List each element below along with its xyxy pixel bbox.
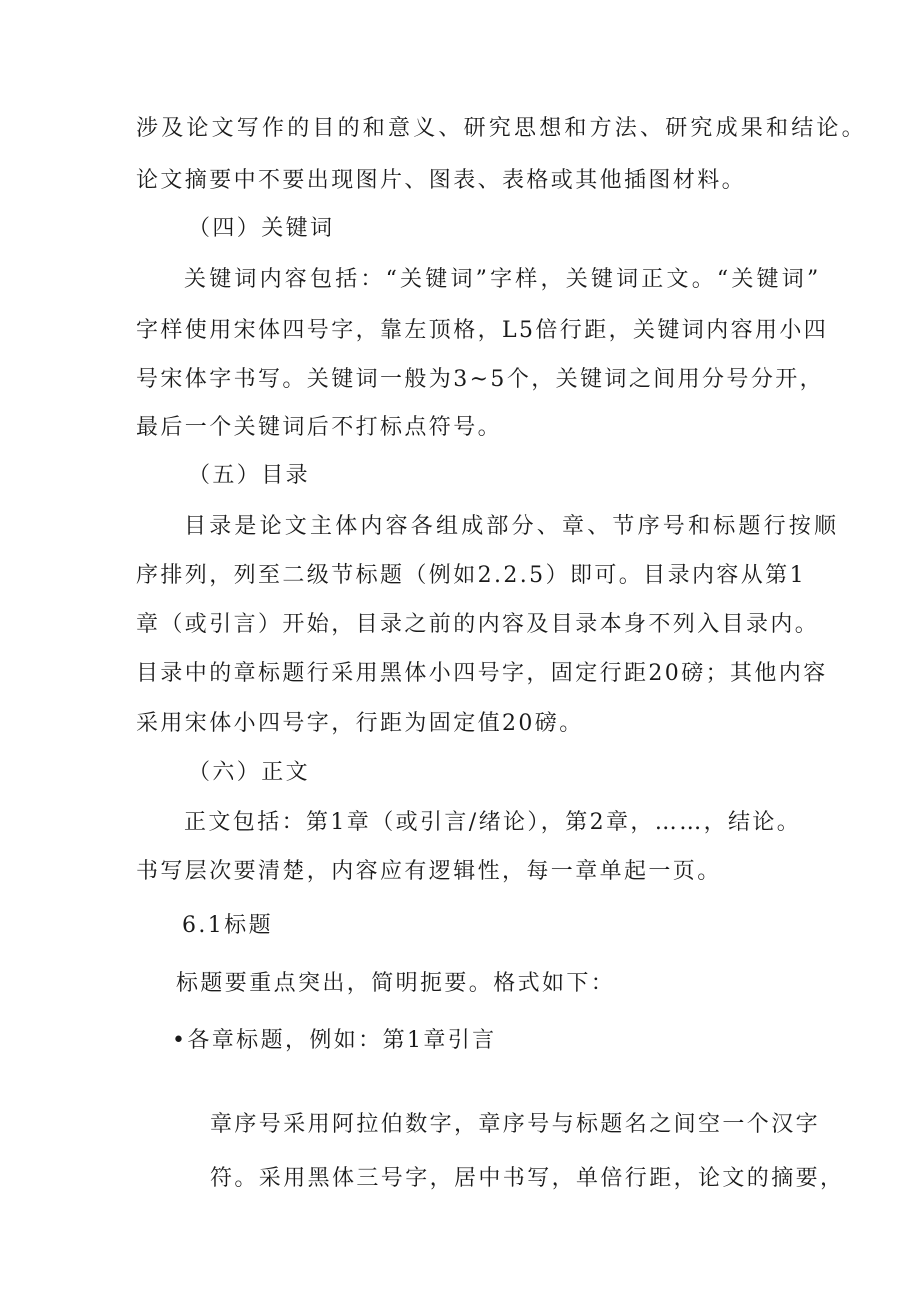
paragraph-line: 符。采用黑体三号字，居中书写，单倍行距，论文的摘要， bbox=[210, 1166, 845, 1191]
paragraph-line: 正文包括：第1章（或引言/绪论），第2章，……，结论。 bbox=[184, 810, 802, 835]
paragraph-line: 论文摘要中不要出现图片、图表、表格或其他插图材料。 bbox=[136, 168, 747, 193]
section-heading-body: （六）正文 bbox=[188, 760, 311, 785]
paragraph-line: 目录是论文主体内容各组成部分、章、节序号和标题行按顺 bbox=[184, 514, 840, 539]
section-heading-keywords: （四）关键词 bbox=[188, 216, 335, 241]
section-heading-toc: （五）目录 bbox=[188, 463, 311, 488]
paragraph-line: 书写层次要清楚，内容应有逻辑性，每一章单起一页。 bbox=[136, 859, 722, 884]
subsection-heading: 6.1标题 bbox=[182, 913, 273, 938]
paragraph-line: 序排列，列至二级节标题（例如2.2.5）即可。目录内容从第1 bbox=[136, 563, 806, 588]
bullet-item: •各章标题，例如：第1章引言 bbox=[172, 1028, 497, 1053]
paragraph-line: 章序号采用阿拉伯数字，章序号与标题名之间空一个汉字 bbox=[210, 1112, 821, 1137]
paragraph-line: 涉及论文写作的目的和意义、研究思想和方法、研究成果和结论。 bbox=[136, 116, 867, 141]
paragraph-line: 采用宋体小四号字，行距为固定值20磅。 bbox=[136, 711, 584, 736]
paragraph-line: 字样使用宋体四号字，靠左顶格，L5倍行距，关键词内容用小四 bbox=[136, 318, 829, 343]
paragraph-line: 号宋体字书写。关键词一般为3~5个，关键词之间用分号分开， bbox=[136, 367, 825, 392]
paragraph-line: 关键词内容包括：“关键词”字样，关键词正文。“关键词” bbox=[184, 267, 822, 292]
paragraph-line: 目录中的章标题行采用黑体小四号字，固定行距20磅；其他内容 bbox=[136, 661, 828, 686]
paragraph-line: 标题要重点突出，简明扼要。格式如下： bbox=[176, 971, 616, 996]
paragraph-line: 章（或引言）开始，目录之前的内容及目录本身不列入目录内。 bbox=[136, 612, 820, 637]
paragraph-line: 最后一个关键词后不打标点符号。 bbox=[136, 415, 503, 440]
